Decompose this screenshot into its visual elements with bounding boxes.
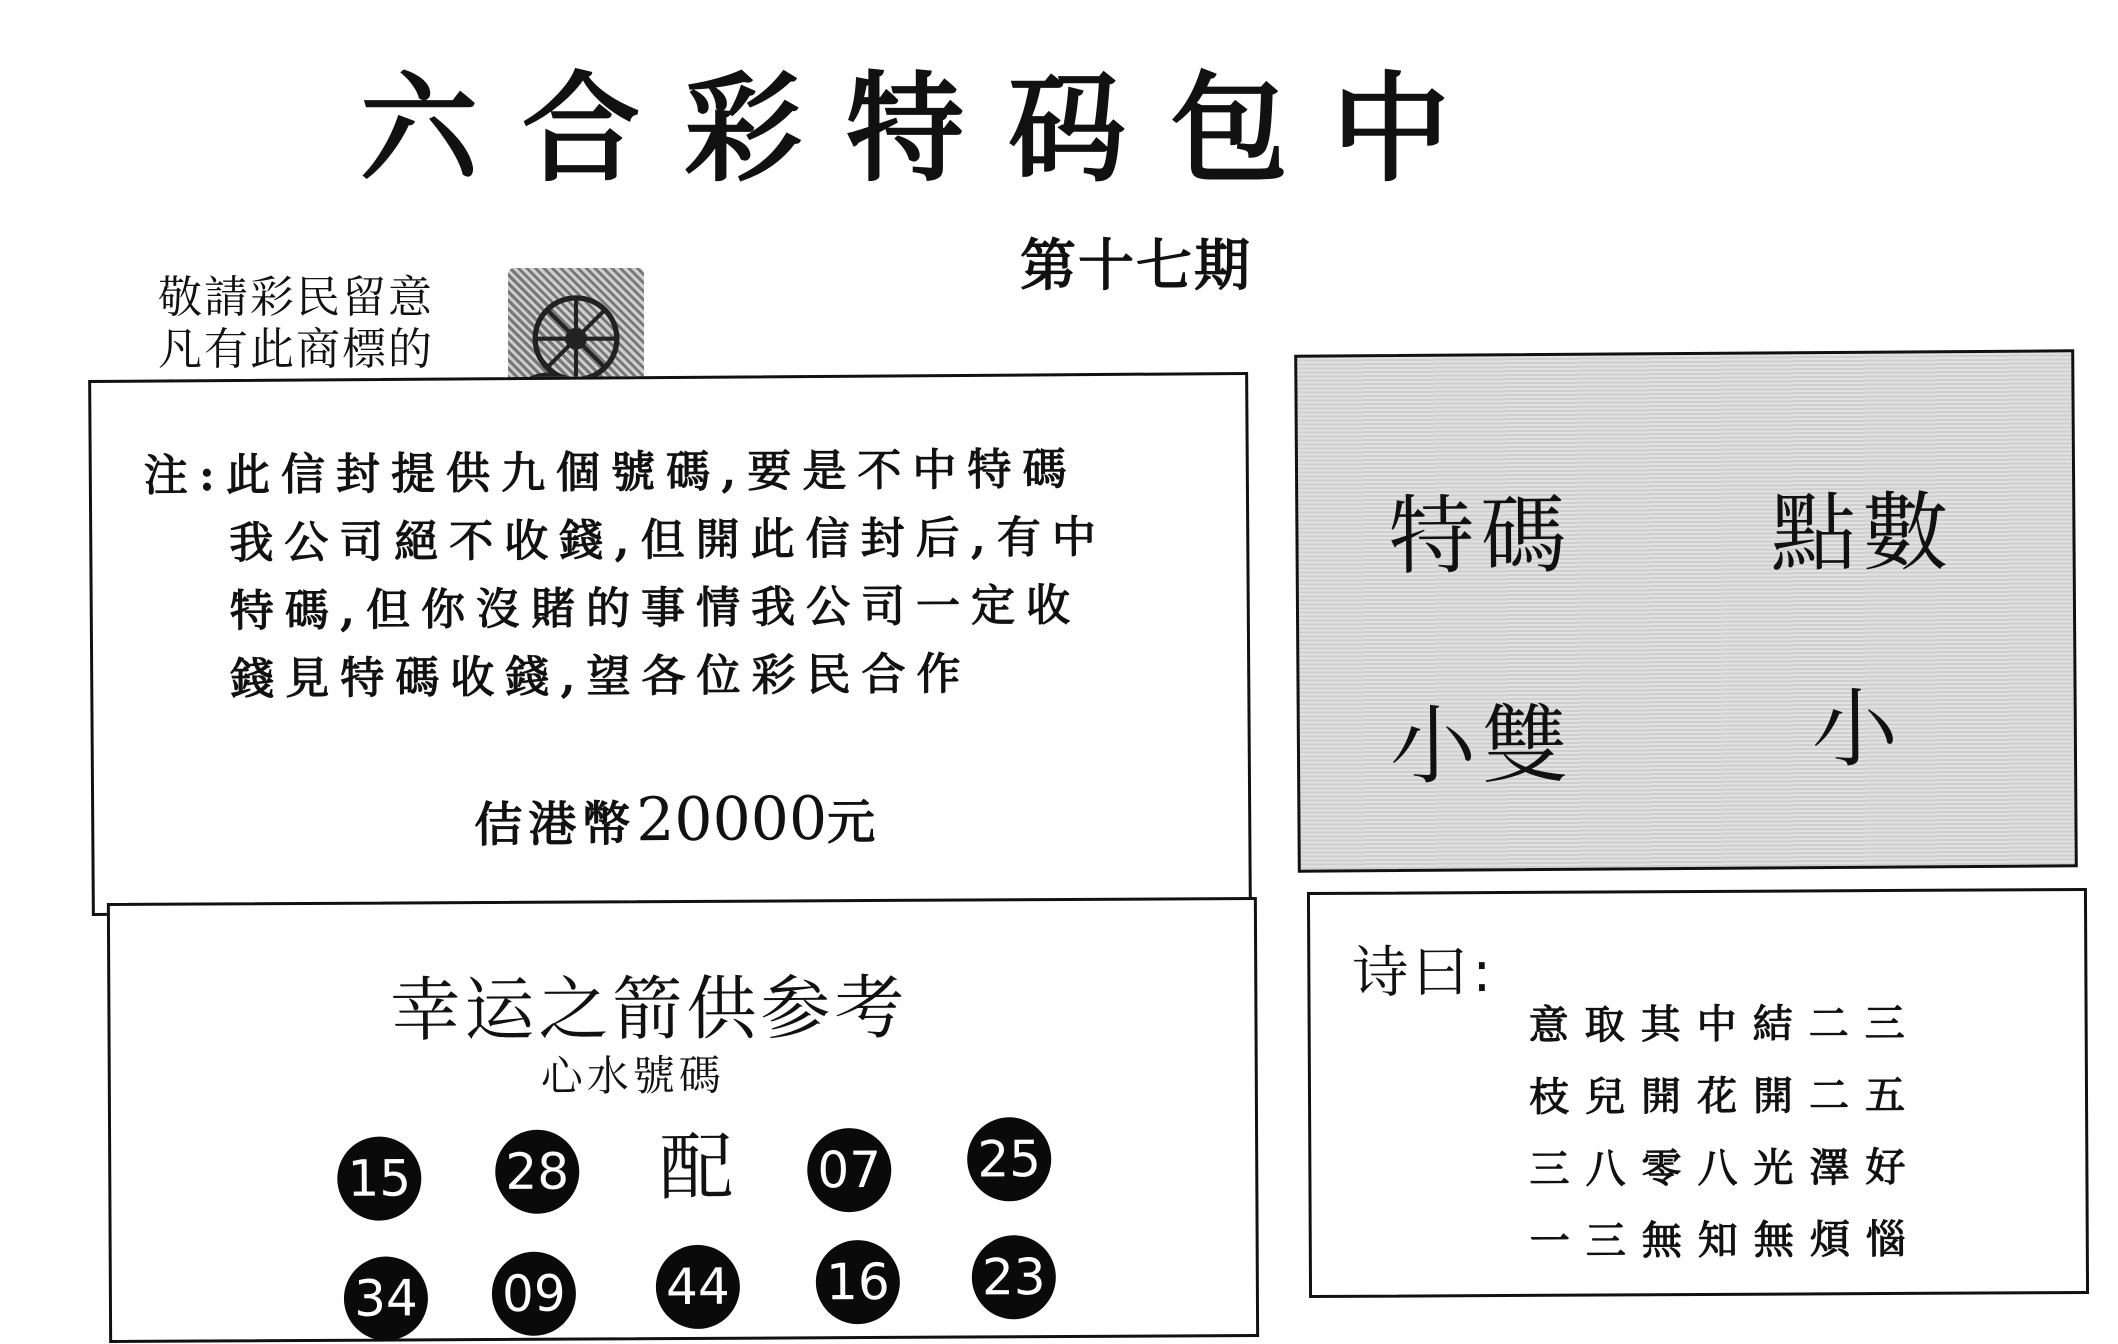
- poem-line: 一三無知無煩惱: [1529, 1215, 1922, 1265]
- special-label: 特碼: [1388, 485, 1573, 588]
- special-number-panel: [1294, 349, 2078, 872]
- poem-title: 诗曰:: [1352, 940, 1496, 1006]
- lucky-title: 幸运之箭供参考: [390, 966, 909, 1052]
- issue-number: 第十七期: [1020, 233, 1252, 299]
- pair-label: 配: [659, 1124, 734, 1212]
- lucky-number-ball: 28: [495, 1130, 579, 1214]
- special-value: 小雙: [1389, 695, 1575, 798]
- deposit-unit: 元: [826, 794, 882, 851]
- poem-line: 枝兒開花開二五: [1528, 1071, 1922, 1121]
- notice-line: 凡有此商標的: [158, 324, 434, 375]
- points-value: 小: [1811, 679, 1905, 781]
- note-text: [144, 436, 1109, 715]
- lucky-number-ball: 44: [656, 1245, 740, 1329]
- poem-panel: [1307, 888, 2089, 1298]
- notice-line: 敬請彩民留意: [158, 272, 434, 323]
- note-line: 注:此信封提供九個號碼,要是不中特碼: [143, 444, 1078, 502]
- lucky-number-ball: 09: [492, 1252, 576, 1336]
- poem-text: [1528, 988, 1922, 1278]
- lucky-number-ball: 23: [972, 1235, 1056, 1319]
- note-line: 我公司絕不收錢,但開此信封后,有中: [229, 511, 1108, 570]
- deposit-label: 佶港幣: [474, 796, 637, 854]
- deposit-line: [474, 784, 881, 857]
- lucky-number-ball: 16: [816, 1240, 900, 1324]
- poem-line: 意取其中結二三: [1528, 999, 1921, 1049]
- poem-line: 三八零八光澤好: [1529, 1143, 1922, 1193]
- note-line: 錢見特碼收錢,望各位彩民合作: [230, 648, 972, 706]
- lucky-subtitle: 心水號碼: [540, 1050, 725, 1101]
- lucky-numbers-panel: [107, 897, 1259, 1343]
- note-line: 特碼,但你沒賭的事情我公司一定收: [229, 580, 1082, 638]
- lucky-number-ball: 25: [967, 1117, 1051, 1201]
- lucky-number-ball: 15: [337, 1136, 421, 1220]
- page-title: 六合彩特码包中: [360, 60, 1495, 198]
- lucky-number-ball: 34: [344, 1256, 428, 1340]
- deposit-amount: 20000: [636, 783, 828, 856]
- lucky-number-ball: 07: [807, 1128, 891, 1212]
- envelope-note-panel: [88, 372, 1252, 916]
- points-label: 點數: [1770, 483, 1955, 585]
